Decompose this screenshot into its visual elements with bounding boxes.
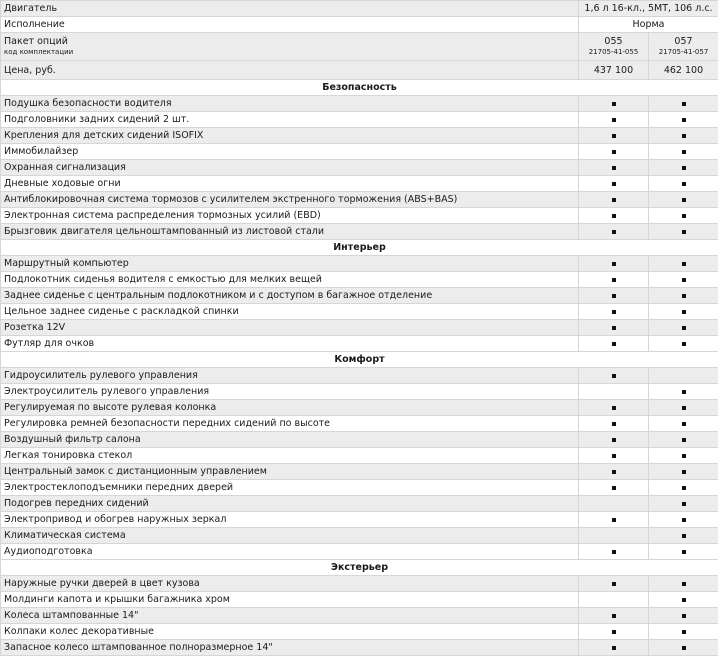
option-label: Дневные ходовые огни — [1, 176, 579, 192]
option-057-cell — [649, 496, 718, 512]
package-label-cell — [1, 33, 579, 61]
package-sublabel: код комплектации — [4, 48, 74, 56]
option-row — [1, 496, 718, 512]
option-label: Заднее сиденье с центральным подлокотником и с доступом в багажное отделение — [1, 288, 579, 304]
option-057-cell — [649, 480, 718, 496]
option-055-cell — [579, 432, 649, 448]
included-mark-icon — [682, 422, 686, 426]
option-057-cell — [649, 576, 718, 592]
option-label: Футляр для очков — [1, 336, 579, 352]
included-mark-icon — [612, 646, 616, 650]
option-label: Брызговик двигателя цельноштампованный из листовой стали — [1, 224, 579, 240]
option-057-cell — [649, 224, 718, 240]
option-label: Регулируемая по высоте рулевая колонка — [1, 400, 579, 416]
option-057-cell — [649, 288, 718, 304]
option-055-cell — [579, 144, 649, 160]
option-057-cell — [649, 256, 718, 272]
option-label: Розетка 12V — [1, 320, 579, 336]
option-label: Климатическая система — [1, 528, 579, 544]
option-label: Гидроусилитель рулевого управления — [1, 368, 579, 384]
included-mark-icon — [682, 326, 686, 330]
option-057-cell — [649, 304, 718, 320]
option-row — [1, 208, 718, 224]
option-057-cell — [649, 432, 718, 448]
price-row — [1, 61, 718, 80]
included-mark-icon — [612, 550, 616, 554]
option-057-cell — [649, 320, 718, 336]
trim-label: Исполнение — [1, 17, 579, 33]
option-057-cell — [649, 640, 718, 656]
included-mark-icon — [682, 438, 686, 442]
included-mark-icon — [612, 118, 616, 122]
option-057-cell — [649, 368, 718, 384]
option-055-cell — [579, 160, 649, 176]
option-055-cell — [579, 544, 649, 560]
package-row — [1, 33, 718, 61]
option-label: Подогрев передних сидений — [1, 496, 579, 512]
package-label: Пакет опций — [4, 36, 68, 47]
included-mark-icon — [612, 214, 616, 218]
included-mark-icon — [682, 294, 686, 298]
included-mark-icon — [682, 470, 686, 474]
option-row — [1, 448, 718, 464]
included-mark-icon — [682, 118, 686, 122]
option-label: Центральный замок с дистанционным управлением — [1, 464, 579, 480]
option-055-cell — [579, 416, 649, 432]
option-055-cell — [579, 272, 649, 288]
included-mark-icon — [612, 198, 616, 202]
option-057-cell — [649, 176, 718, 192]
option-057-cell — [649, 336, 718, 352]
option-row — [1, 320, 718, 336]
included-mark-icon — [682, 198, 686, 202]
option-055-cell — [579, 640, 649, 656]
option-057-cell — [649, 448, 718, 464]
option-row — [1, 528, 718, 544]
included-mark-icon — [612, 422, 616, 426]
option-row — [1, 176, 718, 192]
included-mark-icon — [682, 598, 686, 602]
section-title: Комфорт — [1, 352, 718, 368]
option-057-cell — [649, 544, 718, 560]
option-055-cell — [579, 528, 649, 544]
included-mark-icon — [682, 262, 686, 266]
included-mark-icon — [682, 182, 686, 186]
option-row — [1, 288, 718, 304]
engine-label: Двигатель — [1, 1, 579, 17]
included-mark-icon — [682, 582, 686, 586]
option-row — [1, 112, 718, 128]
option-row — [1, 160, 718, 176]
option-row — [1, 336, 718, 352]
option-055-cell — [579, 320, 649, 336]
included-mark-icon — [682, 230, 686, 234]
option-row — [1, 416, 718, 432]
option-label: Охранная сигнализация — [1, 160, 579, 176]
option-label: Крепления для детских сидений ISOFIX — [1, 128, 579, 144]
option-row — [1, 384, 718, 400]
trim-row — [1, 17, 718, 33]
package-057-cell — [649, 33, 718, 61]
option-055-cell — [579, 304, 649, 320]
option-row — [1, 224, 718, 240]
option-055-cell — [579, 400, 649, 416]
included-mark-icon — [612, 278, 616, 282]
included-mark-icon — [682, 454, 686, 458]
package-055-name: 055 — [604, 36, 623, 47]
option-055-cell — [579, 288, 649, 304]
included-mark-icon — [682, 278, 686, 282]
option-057-cell — [649, 160, 718, 176]
option-label: Антиблокировочная система тормозов с усилителем экстренного торможения (ABS+BAS) — [1, 192, 579, 208]
option-055-cell — [579, 592, 649, 608]
option-label: Легкая тонировка стекол — [1, 448, 579, 464]
option-057-cell — [649, 208, 718, 224]
option-label: Запасное колесо штампованное полноразмерное 14" — [1, 640, 579, 656]
option-055-cell — [579, 624, 649, 640]
option-row — [1, 400, 718, 416]
option-055-cell — [579, 608, 649, 624]
option-label: Воздушный фильтр салона — [1, 432, 579, 448]
included-mark-icon — [682, 406, 686, 410]
package-057-name: 057 — [674, 36, 693, 47]
included-mark-icon — [612, 102, 616, 106]
option-055-cell — [579, 496, 649, 512]
included-mark-icon — [612, 454, 616, 458]
option-055-cell — [579, 256, 649, 272]
option-label: Электростеклоподъемники передних дверей — [1, 480, 579, 496]
option-055-cell — [579, 112, 649, 128]
package-057-code: 21705-41-057 — [658, 48, 709, 56]
package-055-code: 21705-41-055 — [588, 48, 639, 56]
price-055: 437 100 — [579, 61, 649, 80]
option-label: Подушка безопасности водителя — [1, 96, 579, 112]
option-label: Молдинги капота и крышки багажника хром — [1, 592, 579, 608]
included-mark-icon — [612, 614, 616, 618]
option-055-cell — [579, 176, 649, 192]
option-row — [1, 432, 718, 448]
included-mark-icon — [612, 166, 616, 170]
option-055-cell — [579, 368, 649, 384]
option-label: Колеса штампованные 14" — [1, 608, 579, 624]
option-055-cell — [579, 576, 649, 592]
option-057-cell — [649, 528, 718, 544]
option-row — [1, 624, 718, 640]
section-title: Интерьер — [1, 240, 718, 256]
option-057-cell — [649, 96, 718, 112]
option-row — [1, 480, 718, 496]
included-mark-icon — [612, 262, 616, 266]
included-mark-icon — [612, 470, 616, 474]
option-row — [1, 144, 718, 160]
option-label: Аудиоподготовка — [1, 544, 579, 560]
option-055-cell — [579, 448, 649, 464]
included-mark-icon — [612, 342, 616, 346]
package-055-cell — [579, 33, 649, 61]
option-label: Цельное заднее сиденье с раскладкой спинки — [1, 304, 579, 320]
option-row — [1, 192, 718, 208]
option-label: Регулировка ремней безопасности передних сидений по высоте — [1, 416, 579, 432]
option-label: Маршрутный компьютер — [1, 256, 579, 272]
included-mark-icon — [682, 518, 686, 522]
option-057-cell — [649, 128, 718, 144]
included-mark-icon — [682, 214, 686, 218]
option-057-cell — [649, 144, 718, 160]
included-mark-icon — [612, 582, 616, 586]
option-055-cell — [579, 464, 649, 480]
included-mark-icon — [612, 438, 616, 442]
included-mark-icon — [682, 342, 686, 346]
included-mark-icon — [612, 294, 616, 298]
option-row — [1, 272, 718, 288]
option-label: Электропривод и обогрев наружных зеркал — [1, 512, 579, 528]
included-mark-icon — [612, 134, 616, 138]
included-mark-icon — [682, 486, 686, 490]
option-057-cell — [649, 272, 718, 288]
section-header — [1, 80, 718, 96]
included-mark-icon — [682, 134, 686, 138]
included-mark-icon — [612, 518, 616, 522]
option-055-cell — [579, 224, 649, 240]
option-row — [1, 608, 718, 624]
included-mark-icon — [612, 630, 616, 634]
option-055-cell — [579, 192, 649, 208]
option-row — [1, 128, 718, 144]
included-mark-icon — [682, 550, 686, 554]
option-row — [1, 512, 718, 528]
included-mark-icon — [612, 326, 616, 330]
option-label: Иммобилайзер — [1, 144, 579, 160]
section-header — [1, 240, 718, 256]
included-mark-icon — [682, 310, 686, 314]
engine-value: 1,6 л 16-кл., 5МТ, 106 л.с. — [579, 1, 718, 17]
option-row — [1, 464, 718, 480]
option-label: Подголовники задних сидений 2 шт. — [1, 112, 579, 128]
option-055-cell — [579, 208, 649, 224]
option-057-cell — [649, 112, 718, 128]
included-mark-icon — [682, 390, 686, 394]
included-mark-icon — [682, 502, 686, 506]
included-mark-icon — [612, 150, 616, 154]
option-label: Электроусилитель рулевого управления — [1, 384, 579, 400]
included-mark-icon — [612, 182, 616, 186]
option-057-cell — [649, 384, 718, 400]
option-row — [1, 256, 718, 272]
option-row — [1, 368, 718, 384]
included-mark-icon — [682, 630, 686, 634]
option-057-cell — [649, 464, 718, 480]
option-row — [1, 576, 718, 592]
price-label: Цена, руб. — [1, 61, 579, 80]
option-055-cell — [579, 512, 649, 528]
option-055-cell — [579, 480, 649, 496]
included-mark-icon — [612, 374, 616, 378]
option-057-cell — [649, 400, 718, 416]
option-057-cell — [649, 592, 718, 608]
option-row — [1, 304, 718, 320]
option-row — [1, 96, 718, 112]
option-label: Электронная система распределения тормозных усилий (EBD) — [1, 208, 579, 224]
price-057: 462 100 — [649, 61, 718, 80]
included-mark-icon — [612, 486, 616, 490]
trim-value: Норма — [579, 17, 718, 33]
option-label: Колпаки колес декоративные — [1, 624, 579, 640]
option-057-cell — [649, 416, 718, 432]
option-label: Подлокотник сиденья водителя с емкостью для мелких вещей — [1, 272, 579, 288]
option-row — [1, 592, 718, 608]
included-mark-icon — [682, 166, 686, 170]
included-mark-icon — [682, 534, 686, 538]
section-title: Экстерьер — [1, 560, 718, 576]
included-mark-icon — [682, 150, 686, 154]
section-title: Безопасность — [1, 80, 718, 96]
option-057-cell — [649, 608, 718, 624]
option-055-cell — [579, 128, 649, 144]
included-mark-icon — [612, 230, 616, 234]
option-057-cell — [649, 512, 718, 528]
option-057-cell — [649, 192, 718, 208]
option-055-cell — [579, 96, 649, 112]
included-mark-icon — [682, 614, 686, 618]
included-mark-icon — [682, 102, 686, 106]
included-mark-icon — [682, 646, 686, 650]
included-mark-icon — [612, 310, 616, 314]
engine-row — [1, 1, 718, 17]
option-057-cell — [649, 624, 718, 640]
option-row — [1, 544, 718, 560]
option-055-cell — [579, 384, 649, 400]
option-row — [1, 640, 718, 656]
section-header — [1, 560, 718, 576]
included-mark-icon — [612, 406, 616, 410]
option-055-cell — [579, 336, 649, 352]
section-header — [1, 352, 718, 368]
option-label: Наружные ручки дверей в цвет кузова — [1, 576, 579, 592]
